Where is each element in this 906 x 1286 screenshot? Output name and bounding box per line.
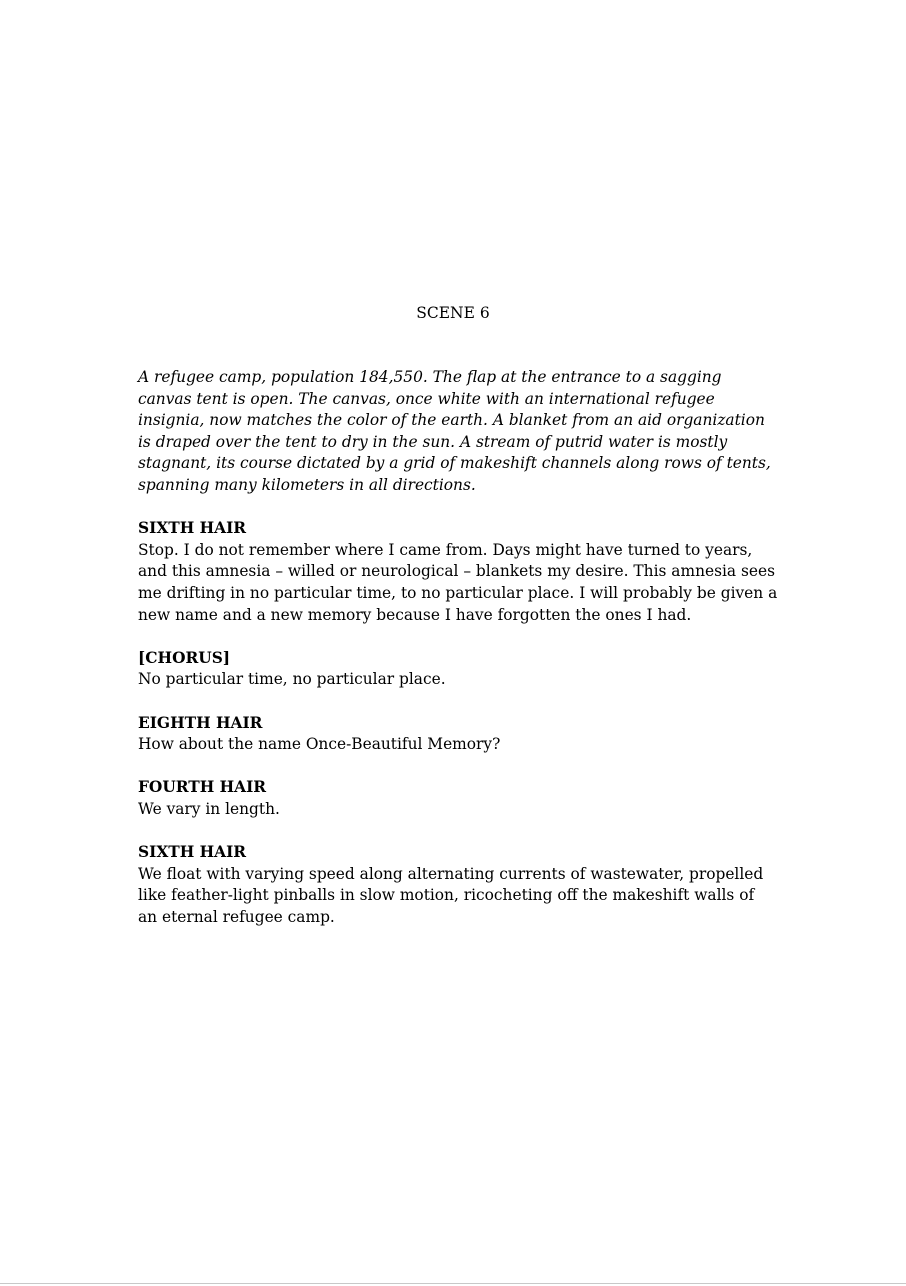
dialogue-line: No particular time, no particular place. [138, 670, 446, 689]
speaker-name: SIXTH HAIR [138, 843, 247, 862]
dialogue-line: We float with varying speed along alternating currents of wastewater, propelled like feather-light pinballs in slow motion, ricocheting off the makeshift walls of an eternal refugee camp. [138, 864, 764, 926]
scene-title: SCENE 6 [416, 304, 490, 322]
speaker-name: [CHORUS] [138, 648, 231, 667]
speaker-name: SIXTH HAIR [138, 519, 247, 538]
dialogue-cue [138, 842, 778, 928]
dialogue-cue [138, 648, 778, 691]
dialogue-cue [138, 518, 778, 626]
dialogue-line: We vary in length. [138, 799, 280, 818]
stage-direction: A refugee camp, population 184,550. The flap at the entrance to a sagging canvas tent is open. The canvas, once white with an international refugee insignia, now matches the color of the earth. A blanket from an aid organization is draped over the tent to dry in the sun. A stream of putrid water is mostly stagnant, its course dictated by a grid of makeshift channels along rows of tents, spanning many kilometers in all directions. [138, 368, 771, 494]
dialogue-line: How about the name Once-Beautiful Memory? [138, 735, 501, 754]
script-body [138, 367, 778, 950]
speaker-name: EIGHTH HAIR [138, 713, 263, 732]
speaker-name: FOURTH HAIR [138, 778, 267, 797]
dialogue-cue [138, 777, 778, 820]
dialogue-line: Stop. I do not remember where I came from. Days might have turned to years, and this amnesia – willed or neurological – blankets my desire. This amnesia sees me drifting in no particular time, to no particular place. I will probably be given a new name and a new memory because I have forgotten the ones I had. [138, 540, 778, 624]
dialogue-cue [138, 713, 778, 756]
